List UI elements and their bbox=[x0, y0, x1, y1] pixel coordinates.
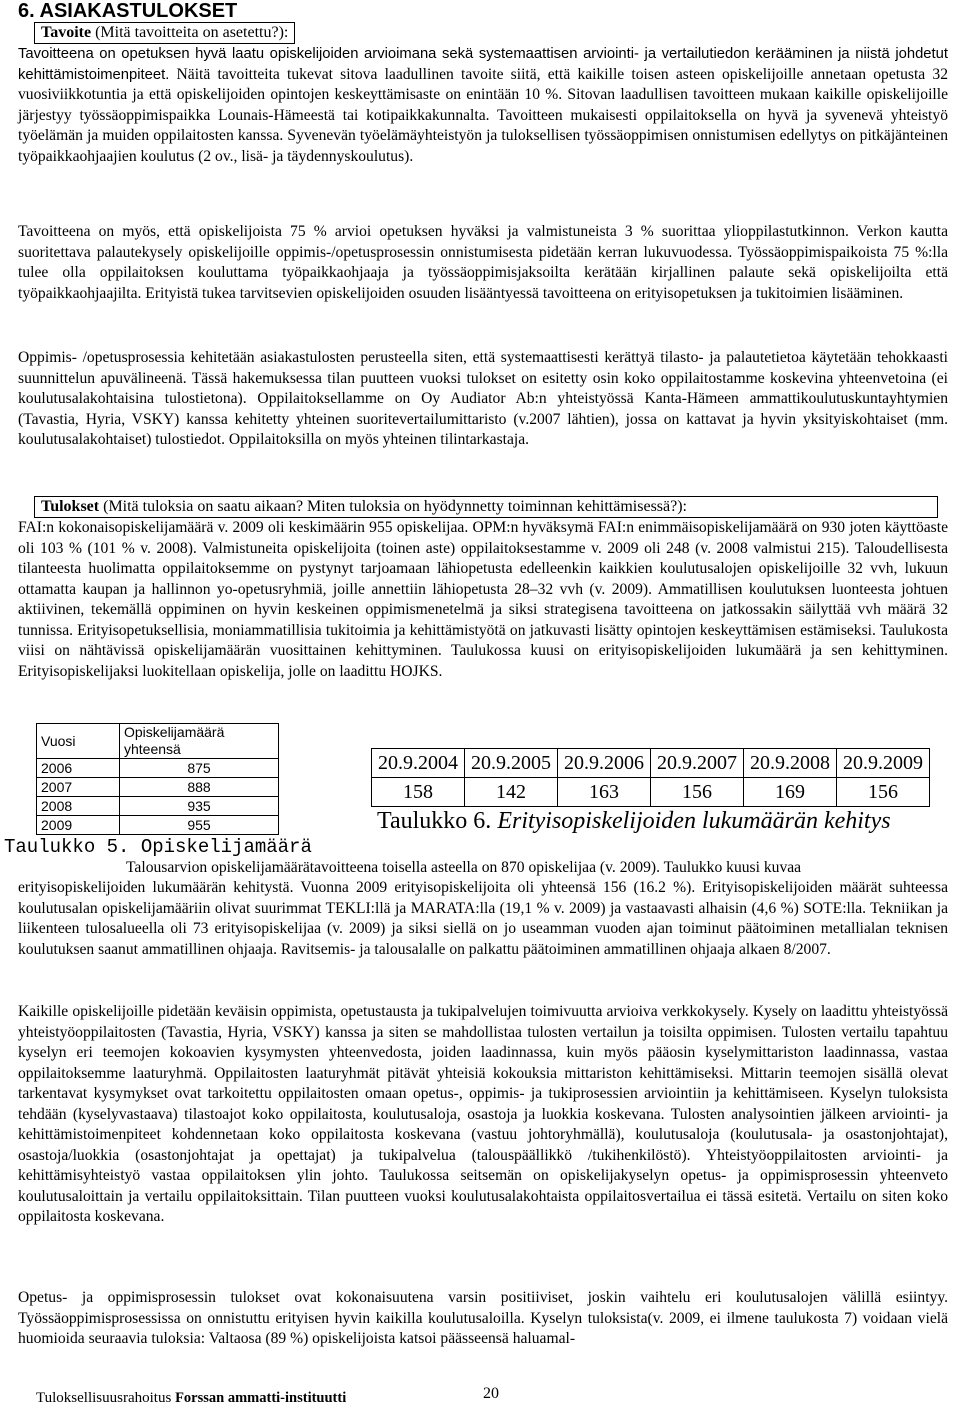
tulokset-label-box bbox=[34, 496, 938, 518]
tulokset-label-bold: Tulokset bbox=[41, 498, 100, 515]
paragraph-survey-results bbox=[18, 1288, 948, 1350]
table-row bbox=[37, 778, 279, 797]
footer-left: Tuloksellisuusrahoitus bbox=[36, 1390, 172, 1406]
table-student-count bbox=[36, 723, 279, 835]
table-special-needs bbox=[371, 748, 930, 807]
page-number: 20 bbox=[483, 1385, 499, 1402]
table6-caption-italic: Erityisopiskelijoiden lukumäärän kehitys bbox=[497, 808, 891, 834]
table6-value: 158 bbox=[372, 778, 465, 807]
paragraph-budget-first-line: Talousarvion opiskelijamäärätavoitteena toisella asteella on 870 opiskelijaa (v. 2009). Taulukko kuusi kuvaa bbox=[126, 859, 802, 876]
page-footer bbox=[36, 1390, 346, 1407]
table6-caption bbox=[377, 808, 891, 835]
paragraph-goals bbox=[18, 44, 948, 167]
table5-count: 875 bbox=[120, 759, 279, 778]
paragraph-process-text: Oppimis- /opetusprosessia kehitetään asiakastulosten perusteella siten, että systemaattisesti kerättyä tilasto- ja palautetietoa käytetään tehokkaasti suunnittelun apuvälineenä. Tässä hakemuksessa tilan puutteen vuoksi tulokset on esitetty osin koko oppilaitostamme koskevina yhteenvetoina (ei koulutusalakohtaisina tulostietona). Oppilaitoksellamme on Oy Audiator Ab:n yhteistyössä Kanta-Hämeen ammattikoulutuskuntayhtymien (Tavastia, Hyria, VSKY) kanssa kehitetty yhteinen suoritevertailumittaristo (v.2007 lähtien), jossa on kattavat ja hyvin yksityiskohtaiset (mm. koulutusalakohtaiset) tulostiedot. Oppilaitoksilla on myös yhteinen tilintarkastaja. bbox=[18, 349, 948, 448]
table5-count: 955 bbox=[120, 816, 279, 835]
footer-right: Forssan ammatti-instituutti bbox=[175, 1390, 347, 1406]
table6-date: 20.9.2007 bbox=[651, 749, 744, 778]
paragraph-survey bbox=[18, 1002, 948, 1228]
paragraph-special-needs-text: erityisopiskelijoiden lukumäärän kehitystä. Vuonna 2009 erityisopiskelijoita oli yhteensä 156 (16.2 %). Erityisopiskelijoiden määrät suhteessa koulutusalan opiskelijamääriin olivat suurimmat TEKLI:llä ja MARATA:lla (19,1 % v. 2009) ja vastaavasti alhaisin (4,6 %) SOTE:lla. Tekniikan ja liikenteen tulosalueella oli 73 erityisopiskelijaa (v. 2009) ja siksi siellä on jo useamman vuoden ajan toiminut päätoiminen metallialan teknisen koulutuksen saanut ammatillinen ohjaaja. Ravitsemis- ja talousalalle on palkattu päätoiminen ammatillinen ohjaaja alkaen 8/2007. bbox=[18, 879, 948, 958]
table5-count: 888 bbox=[120, 778, 279, 797]
table5-year: 2006 bbox=[37, 759, 120, 778]
paragraph-targets bbox=[18, 222, 948, 304]
table6-value: 163 bbox=[558, 778, 651, 807]
paragraph-goals-sans: Tavoitteena on opetuksen hyvä laatu opiskelijoiden arvioimana sekä systemaattisen arviointi- ja vertailutiedon kerääminen ja niistä johdetut kehittämistoimenpiteet. bbox=[18, 46, 948, 83]
paragraph-results bbox=[18, 518, 948, 682]
table-row bbox=[37, 816, 279, 835]
table6-value: 169 bbox=[744, 778, 837, 807]
table5-year: 2008 bbox=[37, 797, 120, 816]
table5-year: 2007 bbox=[37, 778, 120, 797]
table6-date: 20.9.2004 bbox=[372, 749, 465, 778]
paragraph-targets-text: Tavoitteena on myös, että opiskelijoista 75 % arvioi opetuksen hyväksi ja valmistuneista 3 % suorittaa ylioppilastutkinnon. Verkon kautta suoritettava palautekysely opiskelijoille oppimis-/opetusprosessin onnistumisesta pidetään kerran lukuvuodessa. Työssäoppimispaikoista 75 %:lla tulee olla oppilaitoksen kouluttama työpaikkaohjaaja ja työssäoppimisjaksoilta kerätään kirjallinen palaute sekä opiskelijoilta että työpaikkaohjaajilta. Erityistä tukea tarvitsevien opiskelijoiden osuuden lisääntyessä tavoitteena on erityisopetuksen ja tukitoimien lisääminen. bbox=[18, 223, 948, 302]
tulokset-label-rest: (Mitä tuloksia on saatu aikaan? Miten tuloksia on hyödynnetty toiminnan kehittämisessä?): bbox=[99, 498, 687, 515]
table6-value: 156 bbox=[837, 778, 930, 807]
table6-caption-plain: Taulukko 6. bbox=[377, 808, 498, 834]
table5-year: 2009 bbox=[37, 816, 120, 835]
paragraph-goals-serif: Näitä tavoitteita tukevat sitova laadullinen tavoite siitä, että kaikille toisen asteen opiskelijoille annetaan opetusta 32 vuosiviikkotuntia ja että opiskelijoiden opintojen keskeyttämisaste on enintään 10 %. Sitovan laadullisen tavoitteen mukaan kaikille opiskelijoille järjestyy työssäoppimispaikka Lounais-Hämeestä tai kotipaikkakunnalta. Tavoitteen mukaisesti oppilaitoksella on hyvä ja syvenevä yhteistyö työelämän ja muiden oppilaitosten kanssa. Syvenevän työelämäyhteistyön ja tuloksellisen työssäoppimisen onnistumisen edellytys on pitkäjänteinen työpaikkaohjaajien koulutus (2 ov., lisä- ja täydennyskoulutus). bbox=[18, 65, 948, 165]
table6-date: 20.9.2008 bbox=[744, 749, 837, 778]
table-row bbox=[37, 797, 279, 816]
table5-count: 935 bbox=[120, 797, 279, 816]
section-heading: 6. ASIAKASTULOKSET bbox=[18, 0, 238, 22]
table6-value: 156 bbox=[651, 778, 744, 807]
table5-header-row bbox=[37, 724, 279, 759]
table5-header-count: Opiskelijamäärä yhteensä bbox=[120, 724, 279, 759]
table5-caption: Taulukko 5. Opiskelijamäärä bbox=[4, 836, 312, 858]
tavoite-label-rest: (Mitä tavoitteita on asetettu?): bbox=[91, 24, 289, 41]
tavoite-label-bold: Tavoite bbox=[41, 24, 92, 41]
table6-date: 20.9.2006 bbox=[558, 749, 651, 778]
paragraph-survey-results-text: Opetus- ja oppimisprosessin tulokset ovat kokonaisuutena varsin positiiviset, joskin vaihtelu eri koulutusalojen välillä esiintyy. Työssäoppimisprosessissa on onnistuttu erityisen hyvin kaikilla koulutusaloilla. Kyselyn tuloksista(v. 2009, ei ilmene taulukosta 7) voidaan vielä huomioida seuraavia tuloksia: Valtaosa (89 %) opiskelijoista katsoi päässeensä haluamal- bbox=[18, 1289, 948, 1347]
paragraph-results-text: FAI:n kokonaisopiskelijamäärä v. 2009 oli keskimäärin 955 opiskelijaa. OPM:n hyväksymä FAI:n enimmäisopiskelijamäärä on 930 joten käyttöaste oli 103 % (101 % v. 2008). Valmistuneita opiskelijoita (toinen aste) oppilaitoksestamme v. 2009 oli 248 (v. 2008 valmistui 215). Taloudellisesta tilanteesta huolimatta oppilaitoksemme on pystynyt tarjoamaan lähiopetusta edelleenkin kaikkien koulutusalojen opiskelijoille 32 vvh, lukuun ottamatta kaupan ja hallinnon yo-opetusryhmiä, joille annettiin lähiopetusta 28–32 vvh (v. 2009). Ammatillisen koulutuksen luonteesta johtuen aktiivinen, tekemällä oppiminen on hyvin keskeinen oppimismenetelmä ja siksi strategisena tavoitteena on jatkossakin säilyttää vvh määrä 32 tunnissa. Erityisopetuksellisia, moniammatillisia tukitoimia ja kehittämistyötä on jatkuvasti lisätty opintojen keskeyttämisen estämiseksi. Taulukosta viisi on nähtävissä opiskelijamäärän vuosittainen kehittyminen. Taulukossa kuusi on erityisopiskelijoiden lukumäärä ja sen kehittyminen. Erityisopiskelijaksi luokitellaan opiskelija, jolle on laadittu HOJKS. bbox=[18, 519, 948, 680]
table-row bbox=[37, 759, 279, 778]
paragraph-special-needs bbox=[18, 878, 948, 960]
tavoite-label-box bbox=[34, 22, 295, 44]
table6-date: 20.9.2005 bbox=[465, 749, 558, 778]
paragraph-process bbox=[18, 348, 948, 451]
table6-value: 142 bbox=[465, 778, 558, 807]
table6-value-row bbox=[372, 778, 930, 807]
table6-date-row bbox=[372, 749, 930, 778]
paragraph-survey-text: Kaikille opiskelijoille pidetään keväisin oppimista, opetustausta ja tukipalvelujen toimivuutta arvioiva verkkokysely. Kysely on laadittu yhteistyössä yhteistyöoppilaitosten (Tavastia, Hyria, VSKY) kanssa ja siten se mahdollistaa tulosten vertailun ja toisilta oppimisen. Tulosten vertailu tapahtuu kyselyn eri teemojen kokoavien kysymysten yhteenvedosta, joiden laadinnassa, kuin myös pääosin kyselymittariston laadinnassa, vastaa oppilaitoksemme laaturyhmä. Oppilaitosten laaturyhmät pitävät yhteisiä kokouksia mittariston kehittämiseksi. Mittarin teemojen sisällä olevat tarkentavat kysymykset ovat tarkoitettu oppilaitosten omaan opetus-, oppimis- ja tukiprosessien arviointiin ja kehittämiseen. Kyselyn tuloksista tehdään (kyselyvastaava) tilastoajot koko oppilaitosta, koulutusaloja, osastoja ja luokkia koskevana. Tulosten analysointien jälkeen arviointi- ja kehittämistoimenpiteet kohdennetaan koko oppilaitosta koskevana (vastuu johtoryhmällä), koulutusaloja (koulutusala- ja osastonjohtajat), osastoja/luokkia (osastonjohtajat ja opettajat) ja tukipalvelua (talouspäällikkö /tukihenkilöstö). Yhteistyöoppilaitosten arviointi- ja kehittämisyhteistyö vastaa oppilaitoksen ylin johto. Taulukossa seitsemän on opiskelijakyselyn opetus- ja oppimisprosessin yhteenveto koulutusaloittain ja vertailu oppilaitoksittain. Tilan puutteen vuoksi koulutusalakohtaista oppilaitosvertailua ei tässä esitetä. Vertailu on siten koko oppilaitosta koskevana. bbox=[18, 1003, 948, 1225]
table5-header-year: Vuosi bbox=[37, 724, 120, 759]
table6-date: 20.9.2009 bbox=[837, 749, 930, 778]
